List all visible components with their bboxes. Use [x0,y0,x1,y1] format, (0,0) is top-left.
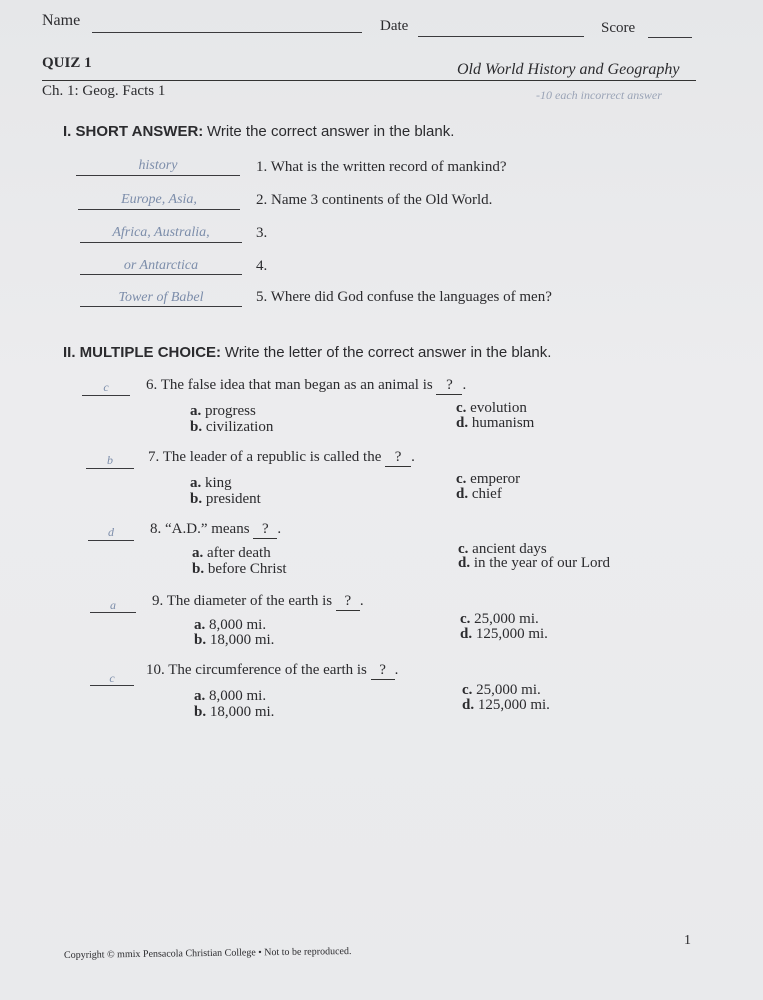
option-a[interactable] [190,403,256,420]
handwritten-answer: history [138,158,178,173]
answer-line [76,175,240,176]
copyright: Copyright © mmix Pensacola Christian College • Not to be reproduced. [63,945,352,961]
option-a[interactable] [190,475,232,492]
answer-line [86,468,134,469]
name-label: Name [42,12,81,29]
section2-heading: II. MULTIPLE CHOICE: [63,344,222,361]
option-d[interactable] [462,697,550,714]
course-title: Old World History and Geography [457,61,680,78]
question-text: 9. The diameter of the earth is [152,593,333,609]
option-letter: c. [458,541,469,557]
option-letter: c. [460,611,471,627]
option-a[interactable] [194,688,266,705]
option-d[interactable] [456,486,502,503]
question-text: 8. “A.D.” means [150,521,250,537]
answer-line [90,685,134,686]
section1-instruction: Write the correct answer in the blank. [207,123,455,140]
section2-header [63,344,551,362]
date-blank[interactable] [418,36,584,37]
option-text: before Christ [207,561,287,577]
handwritten-answer: b [107,453,113,467]
answer-line [80,274,242,275]
answer-blank-3[interactable] [80,223,242,241]
question-blank: ? [385,449,411,467]
option-b[interactable] [194,632,274,649]
handwritten-answer: Europe, Asia, [121,192,197,207]
handwritten-answer: or Antarctica [123,258,199,273]
option-letter: a. [190,403,202,419]
option-b[interactable] [192,561,287,578]
option-text: 125,000 mi. [477,697,550,713]
answer-line [78,209,240,210]
option-b[interactable] [190,419,273,436]
question-6: 6. The false idea that man began as an animal is ? . [146,377,467,393]
option-text: chief [471,486,502,502]
option-d[interactable] [460,626,548,643]
option-text: 125,000 mi. [475,626,548,642]
option-text: 8,000 mi. [209,617,267,633]
question-10: 10. The circumference of the earth is ? . [146,662,399,678]
option-text: in the year of our Lord [473,555,611,571]
option-text: emperor [470,471,521,487]
question-7: 7. The leader of a republic is called the ? . [148,449,415,465]
option-text: 25,000 mi. [476,682,541,698]
answer-blank-4[interactable] [80,256,242,274]
section1-header [63,123,454,141]
score-label: Score [601,20,636,36]
option-text: 18,000 mi. [209,632,275,648]
option-a[interactable] [192,545,271,562]
option-letter: d. [460,626,473,642]
option-text: humanism [471,415,535,431]
option-letter: b. [192,561,205,577]
score-blank[interactable] [648,37,692,38]
date-label: Date [380,18,409,34]
option-letter: d. [458,555,471,571]
question-text: 6. The false idea that man began as an animal is [146,377,433,393]
option-letter: b. [190,419,203,435]
question-text: 7. The leader of a republic is called the [148,449,382,465]
option-d[interactable] [458,555,610,572]
option-letter: d. [462,697,475,713]
answer-blank-1[interactable] [76,156,240,174]
penalty-note: -10 each incorrect answer [536,88,662,102]
answer-line [80,306,242,307]
question-blank: ? [436,377,462,395]
answer-blank-2[interactable] [78,190,240,208]
option-text: civilization [205,419,274,435]
option-letter: b. [190,491,203,507]
page-number: 1 [684,933,691,948]
option-letter: d. [456,486,469,502]
question-5: 5. Where did God confuse the languages of men? [256,289,552,305]
option-text: after death [207,545,271,561]
option-d[interactable] [456,415,534,432]
question-4: 4. [256,258,268,274]
option-b[interactable] [190,491,261,508]
option-letter: a. [194,688,206,704]
handwritten-answer: d [108,525,114,539]
option-text: ancient days [472,541,547,557]
header-rule [42,80,696,81]
question-blank: ? [371,662,395,680]
answer-line [90,612,136,613]
option-letter: a. [192,545,204,561]
option-text: evolution [470,400,527,416]
section1-heading: I. SHORT ANSWER: [63,123,204,140]
question-blank: ? [336,593,360,611]
question-1: 1. What is the written record of mankind? [256,159,507,175]
question-3: 3. [256,225,268,241]
option-text: 25,000 mi. [474,611,539,627]
handwritten-answer: Tower of Babel [118,290,204,305]
answer-line [82,395,130,396]
answer-blank-5[interactable] [80,288,242,306]
option-text: progress [205,403,256,419]
option-letter: b. [194,632,207,648]
handwritten-answer: c [109,671,115,685]
option-text: president [205,491,261,507]
answer-line [88,540,134,541]
handwritten-answer: a [110,598,116,612]
option-text: 8,000 mi. [209,688,267,704]
section2-instruction: Write the letter of the correct answer in the blank. [224,344,552,361]
option-letter: c. [456,400,467,416]
option-text: 18,000 mi. [209,704,275,720]
handwritten-answer: c [103,380,109,394]
handwritten-answer: Africa, Australia, [112,225,210,240]
mc-answer-blank-6[interactable] [82,378,130,396]
option-letter: c. [462,682,473,698]
option-letter: a. [190,475,202,491]
option-letter: b. [194,704,207,720]
option-letter: d. [456,415,469,431]
option-letter: c. [456,471,467,487]
answer-line [80,242,242,243]
question-2: 2. Name 3 continents of the Old World. [256,192,493,208]
mc-answer-blank-7[interactable] [86,451,134,469]
option-letter: a. [194,617,206,633]
chapter-title: Ch. 1: Geog. Facts 1 [42,83,166,99]
question-8: 8. “A.D.” means ? . [150,521,282,537]
option-b[interactable] [194,704,274,721]
quiz-title: QUIZ 1 [42,55,92,71]
option-text: king [205,475,232,491]
question-9: 9. The diameter of the earth is ? . [152,593,364,609]
question-blank: ? [253,521,277,539]
name-blank[interactable] [92,32,362,33]
question-text: 10. The circumference of the earth is [146,662,367,678]
mc-answer-blank-8[interactable] [88,523,134,541]
